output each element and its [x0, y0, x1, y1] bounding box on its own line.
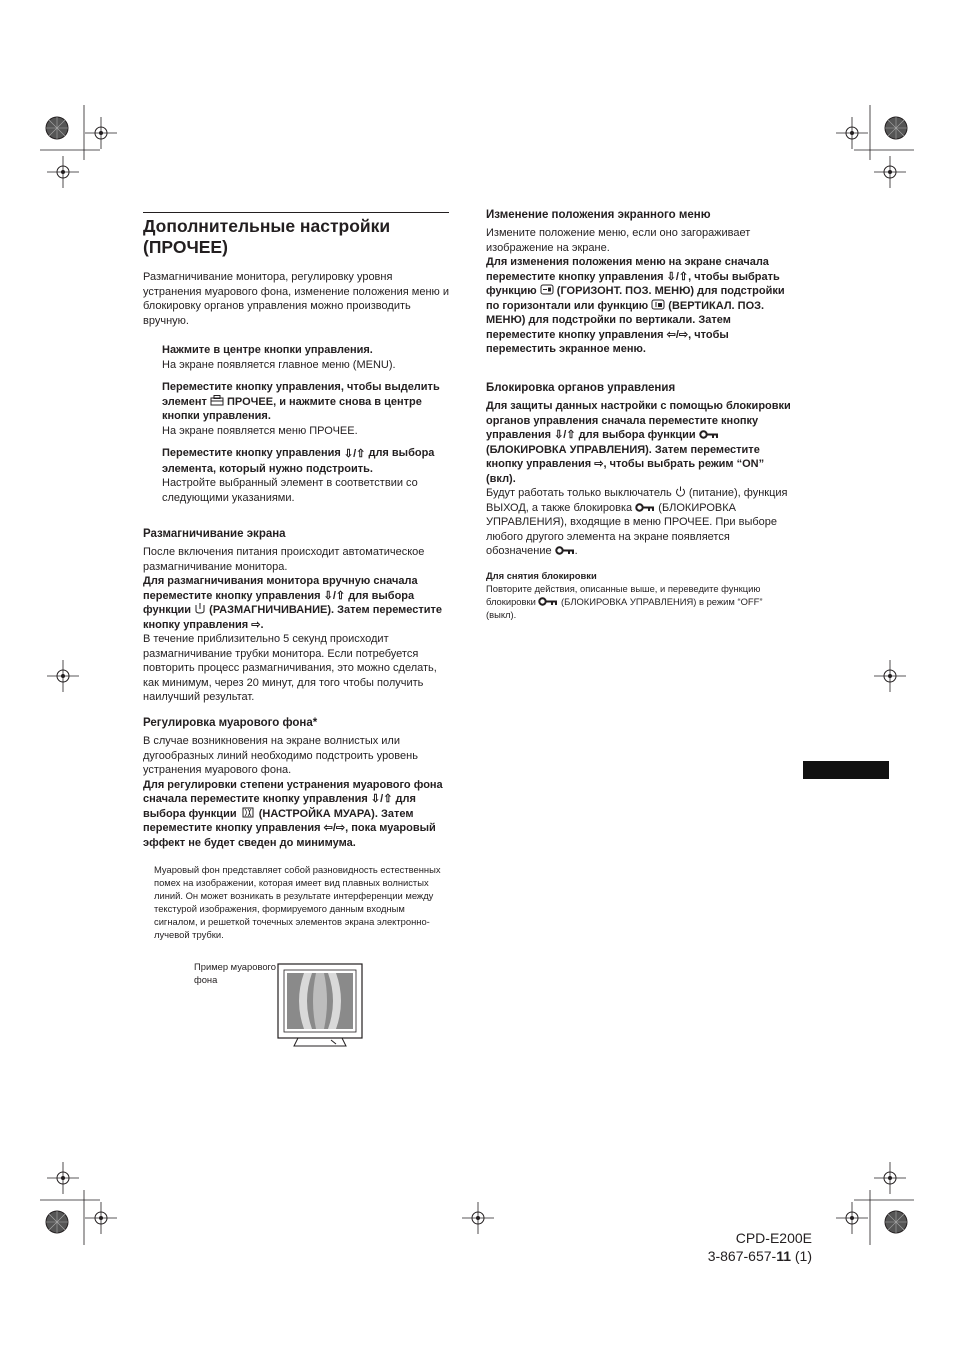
part-code-a: 3-867-657- [707, 1248, 777, 1264]
footer [708, 1229, 812, 1265]
menu-position-p1: Измените положение меню, если оно загораживает изображение на экране. [486, 227, 751, 254]
degauss-heading: Размагничивание экрана [143, 528, 286, 540]
unlock-b: (БЛОКИРОВКА УПРАВЛЕНИЯ) в режим “OFF” (выкл). [486, 595, 763, 620]
lock-body: Будут работать только выключатель (питание), функция ВЫХОД, а также блокировка (БЛОКИРОВКА УПРАВЛЕНИЯ), входящие в меню ПРОЧЕЕ. При выборе любого другого элемента на экране появляется обозначение . [486, 487, 788, 557]
degauss-b2: для выбора функции [143, 589, 415, 616]
key-icon [699, 430, 719, 439]
menu-position-instructions [486, 255, 792, 357]
intro: Размагничивание монитора, регулировку уровня устранения муарового фона, изменение положения меню и блокировку органов управления можно производить вручную. [143, 271, 449, 327]
degauss-b1: Для размагничивания монитора вручную сначала переместите кнопку управления [143, 575, 418, 602]
down-up-arrows-icon: ⇩/⇧ [323, 589, 346, 602]
right-arrow-icon: ⇨. [251, 618, 264, 631]
steps [162, 343, 452, 513]
menu-position-b2: , чтобы выбрать функцию [486, 270, 780, 297]
degauss-p1: После включения питания происходит автоматическое размагничивание монитора. [143, 546, 425, 573]
lock-p2: (питание), функция ВЫХОД, а также блокировка [486, 487, 788, 514]
key-icon [555, 546, 575, 555]
part-code-rev: (1) [791, 1248, 812, 1264]
step-1-bold: Нажмите в центре кнопки управления. [162, 344, 373, 356]
moire-instructions [143, 778, 449, 851]
degauss-section [143, 527, 449, 705]
moire-section [143, 716, 449, 850]
menu-position-b1: Для изменения положения меню на экране сначала переместите кнопку управления [486, 256, 769, 283]
power-icon [675, 486, 686, 497]
other-menu-icon [210, 395, 224, 406]
menu-position-b5: , чтобы переместить экранное меню. [486, 328, 729, 355]
moire-b2: для выбора функции [143, 793, 416, 820]
moire-p1: В случае возникновения на экране волнистых или дугообразных линий необходимо подстроить уровень устранения муарового фона. [143, 735, 418, 776]
page-title: Дополнительные настройки (ПРОЧЕЕ) [143, 212, 449, 258]
moire-b3: (НАСТРОЙКА МУАРА). Затем переместите кнопку управления [143, 807, 414, 834]
moire-example-monitor [276, 962, 364, 1050]
degauss-b3: (РАЗМАГНИЧИВАНИЕ). Затем переместите кнопку управления [143, 604, 443, 631]
v-menu-position-icon [651, 299, 665, 310]
left-right-arrows-icon: ⇦/⇨ [323, 822, 346, 834]
step-3-bold-a: Переместите кнопку управления [162, 447, 344, 459]
right-arrow-icon: ⇨ [594, 458, 604, 470]
moire-example-label: Пример муарового фона [194, 961, 276, 985]
down-up-arrows-icon: ⇩/⇧ [370, 793, 393, 805]
moire-b4: , пока муаровый эффект не будет сведен до минимума. [143, 822, 436, 849]
moire-heading: Регулировка муарового фона* [143, 717, 318, 729]
key-icon [635, 503, 655, 512]
left-right-arrows-icon: ⇦/⇨ [666, 328, 689, 341]
step-3-bold [162, 446, 452, 476]
step-3-bold-b: для выбора элемента, который нужно подстроить. [162, 447, 435, 475]
step-2-bold-b: ПРОЧЕЕ, и нажмите снова в центре кнопки управления. [162, 395, 422, 422]
step-2-bold [162, 380, 452, 424]
menu-position-heading: Изменение положения экранного меню [486, 209, 711, 221]
side-tab [803, 761, 889, 779]
down-up-arrows-icon: ⇩/⇧ [666, 270, 689, 283]
unlock-a: Повторите действия, описанные выше, и переведите функцию блокировки [486, 582, 761, 607]
menu-position-section [486, 208, 792, 357]
unlock-text [486, 582, 792, 621]
down-up-arrows-icon: ⇩/⇧ [554, 429, 576, 441]
lock-heading: Блокировка органов управления [486, 382, 676, 394]
lock-b1: Для защиты данных настройки с помощью блокировки органов управления сначала переместите кнопку управления [486, 400, 791, 441]
step-2-text: На экране появляется меню ПРОЧЕЕ. [162, 424, 358, 437]
moire-icon [240, 807, 256, 818]
lock-p1: Будут работать только выключатель [486, 487, 675, 499]
lock-b3: (БЛОКИРОВКА УПРАВЛЕНИЯ). Затем переместите кнопку управления [486, 443, 760, 470]
part-code-page: 11 [776, 1248, 791, 1264]
h-menu-position-icon [540, 284, 554, 295]
step-3 [162, 446, 452, 505]
menu-position-b4: (ВЕРТИКАЛ. ПОЗ. МЕНЮ) для подстройки по вертикали. Затем переместите кнопку управления [486, 299, 765, 341]
step-3-text: Настройте выбранный элемент в соответствии со следующими указаниями. [162, 477, 418, 504]
moire-b1: Для регулировки степени устранения муарового фона сначала переместите кнопку управления [143, 778, 443, 805]
down-up-arrows-icon: ⇩/⇧ [343, 448, 366, 460]
moire-note: Муаровый фон представляет собой разновидность естественных помех на изображении, которая имеет вид плавных волнистых линий. Он может возникать в результате интерференции между текстурой изображения, формируемого данным входным сигналом, и решеткой точечных элементов экрана электронно-лучевой трубки. [154, 864, 441, 940]
degauss-instructions [143, 574, 449, 632]
menu-position-b3: (ГОРИЗОНТ. ПОЗ. МЕНЮ) для подстройки по горизонтали или функцию [486, 285, 785, 312]
part-code [708, 1247, 812, 1265]
step-2 [162, 380, 452, 438]
step-2-bold-a: Переместите кнопку управления, чтобы выделить элемент [162, 381, 440, 408]
lock-b4: , чтобы выбрать режим “ON” (вкл). [486, 458, 765, 485]
lock-instructions [486, 399, 792, 486]
unlock-heading: Для снятия блокировки [486, 569, 597, 581]
lock-p3: (БЛОКИРОВКА УПРАВЛЕНИЯ), входящие в меню ПРОЧЕЕ. При выборе любого другого элемента на экране появляется обозначение [486, 501, 778, 557]
lock-b2: для выбора функции [575, 429, 699, 441]
lock-section [486, 381, 792, 621]
step-1-text: На экране появляется главное меню (MENU). [162, 358, 396, 371]
key-icon [538, 597, 558, 606]
degauss-p2: В течение приблизительно 5 секунд происходит размагничивание трубки монитора. Если потребуется повторить процесс размагничивания, это можно сделать, как минимум, через 20 минут, для того чтобы получить наилучший результат. [143, 633, 437, 703]
degauss-icon [194, 603, 206, 614]
step-1 [162, 343, 452, 372]
model-number: CPD-E200E [735, 1230, 812, 1246]
